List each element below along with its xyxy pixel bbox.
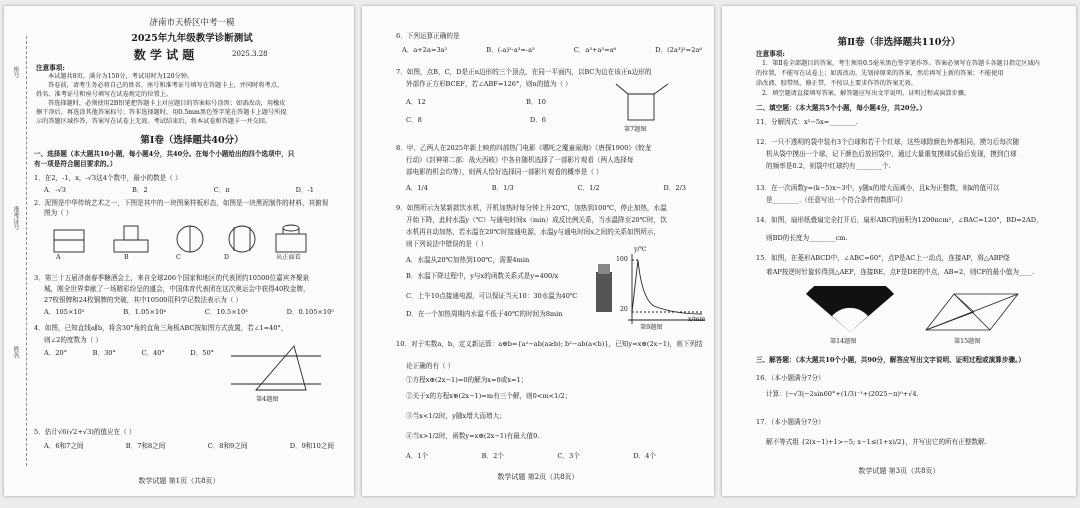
question-8-cont2: 部电影的机会均等），则两人恰好选择同一部影片观看的概率是（ ） [406, 168, 603, 176]
option-c: C．40° [141, 349, 165, 357]
option-b: B．(-a)²·a³=-a⁵ [486, 46, 535, 54]
option-b: B．2个 [481, 452, 504, 460]
option-d: D．(2a³)²=2a⁶ [655, 46, 702, 54]
question-8: 8．甲、乙两人在2025年新上映的四部热门电影《哪吒之魔童闹海》《唐探1900》《蛟龙 [396, 144, 652, 152]
q2-label-b: B [124, 254, 129, 261]
page-footer: 数学试题 第2页（共8页） [497, 473, 579, 481]
side-label-seat: 座号 [12, 66, 19, 78]
q9-tick-100: 100 [616, 256, 628, 263]
side-label-name: 姓名 [12, 346, 19, 358]
question-9-option-a: A．水温从20℃加热到100℃，需要4min [406, 256, 530, 264]
front-view-label: 从正面看 [276, 254, 301, 261]
question-16: 16．（本小题满分7分） [756, 374, 825, 382]
question-15-cont: 着AP按逆时针旋转得到△AEP，连接BE，点F是DE的中点，AB=2，则CF的最小值为____. [766, 268, 1035, 276]
question-12-cont: 机从袋中摸出一个球，记下颜色后放回袋中，通过大量重复摸球试验后发现，摸到白球 [766, 150, 1017, 158]
option-a: A．20° [44, 349, 68, 357]
question-15: 15．如图，在菱形ABCD中，∠ABC=60°，点P是AC上一动点，连接AP，将△ABP绕 [756, 254, 1010, 262]
q7-figure-caption: 第7题图 [624, 126, 647, 133]
question-4-cont: 则∠2的度数为（ ） [44, 336, 102, 344]
question-9-option-d: D．在一个加热周期内水温不低于40℃的时间为8min [406, 310, 563, 318]
notice-line: 姓名、准考证号和座号填写在试卷规定的位置上。 [36, 91, 173, 98]
subject-title: 数 学 试 题 [133, 48, 195, 62]
question-10-item-3: ③当x<1/2时，y随x增大而增大； [406, 412, 506, 420]
option-b: B．1/3 [491, 184, 514, 192]
question-14: 14．如图，扇形纸叠扇完全打开后，扇形ABC的面积为1200πcm²，∠BAC=120°，BD=2AD， [756, 216, 1043, 224]
option-a: A．1/4 [406, 184, 428, 192]
question-9-cont3: 则下列说法中错误的是（ ） [406, 240, 488, 248]
q4-figure-caption: 第4题图 [256, 396, 279, 403]
question-13-cont: 是________.（任意写出一个符合条件的数即可） [766, 196, 907, 204]
option-d: D．0.105×10⁵ [286, 308, 334, 316]
question-4-figure [226, 342, 326, 403]
question-12-cont2: 的频率是0.2，则袋中红球约有________个. [766, 162, 891, 170]
question-14-figure [802, 286, 898, 345]
question-9-figure [594, 246, 709, 331]
school-name: 济南市天桥区中考一模 [149, 18, 235, 28]
option-a: A．1个 [406, 452, 429, 460]
option-d: D．6 [529, 116, 546, 124]
question-10-options [406, 452, 656, 461]
question-5-options [44, 442, 334, 451]
question-12: 12．一只不透明的袋中装有3个白球和若干个红球，这些球除颜色外都相同，摸匀后每次随 [756, 138, 1020, 146]
question-7-cont: 外部作正方形BCEF，若∠ABF=126°，则n的值为（ ） [406, 80, 572, 88]
q2-label-c: C [176, 254, 181, 261]
question-5: 5．估计√6(√2+√3)的值应在（ ） [34, 428, 136, 436]
option-c: C．π [213, 186, 230, 194]
question-4-options [44, 349, 214, 358]
question-3: 3．第三十五届济南春季糖酒会上，来自全球206个国家和地区的代表团约10500位嘉宾齐聚泉 [34, 274, 310, 282]
question-8-cont: 行动》《封神第二部：战火西岐》中各自随机选择了一部影片观看（两人选择每 [406, 156, 634, 164]
exam-page-1 [4, 6, 354, 496]
notice-line: 示的答题区域作答，答案写在试卷上无效。考试结束后，将本试卷和答题卡一并交回。 [36, 118, 272, 125]
question-11: 11．分解因式：x²−5x=________. [756, 118, 858, 126]
notice-line: 的位置，不能写在试卷上；如需改动，先划掉原来的答案，然后再写上新的答案；不能使用 [756, 70, 1004, 77]
volume-1-title: 第Ⅰ卷（选择题共40分） [140, 135, 244, 146]
section-1-heading-cont: 有一项是符合题目要求的。） [34, 160, 117, 168]
notice-line: 本试题共8页，满分为150分，考试用时为120分钟。 [48, 73, 194, 80]
question-10-item-1: ①方程x⊕(2x−1)=0的解为x=0或x=1； [406, 376, 528, 384]
option-b: B．10 [526, 98, 546, 106]
question-10-cont: 论正确的有（ ） [406, 362, 455, 370]
question-6-options [402, 46, 702, 55]
q9-y-axis-label: y/℃ [634, 246, 647, 253]
q9-tick-20: 20 [620, 306, 628, 313]
notice-line: 2．填空题请直接填写答案，解答题应写出文字说明、证明过程或演算步骤。 [762, 90, 971, 97]
notice-heading: 注意事项: [756, 50, 785, 58]
question-10: 10．对于实数a，b，定义新运算：a⊕b={a²−ab(a≥b); b²−ab(a<b)}，已知y=x⊕(2x−1)，则下列结 [396, 340, 703, 348]
binding-line [26, 36, 27, 466]
option-a: A．a+2a=3a² [402, 46, 448, 54]
question-9-option-c: C．上午10点接通电源，可以保证当天10：30水温为40℃ [406, 292, 578, 300]
question-2: 2．泥图是中华传统艺术之一，下图是其中的一块图案样板形态，如图是一块黑泥制作的材料，其俯视 [34, 199, 329, 207]
question-7-options [406, 98, 566, 125]
notice-heading: 注意事项: [36, 64, 65, 72]
q9-figure-caption: 第9题图 [640, 324, 663, 331]
question-8-options [406, 184, 686, 193]
question-6: 6．下列运算正确的是 [396, 32, 460, 40]
option-b: B．1.05×10⁴ [123, 308, 167, 316]
notice-line: 1．第Ⅱ卷全部题目的答案，考生须用0.5毫米黑色签字笔作答。答案必须写在答题卡各题目指定区域内 [762, 60, 1040, 67]
question-9-cont2: 水机再自动加热，若水温在20℃时接通电源，水温y与通电时间x之间的关系如图所示， [406, 228, 660, 236]
notice-line: 答卷前，请考生务必将自己的姓名、座号和准考证号填写在答题卡上，并同时将考点、 [48, 82, 284, 89]
question-3-cont2: 27枚银牌和24枚铜牌的突破，其中10500用科学记数法表示为（ ） [44, 296, 243, 304]
question-2-figures [44, 218, 324, 266]
section-3-heading: 三、解答题：（本大题共10个小题，共90分，解答应写出文字说明、证明过程或演算步骤。） [756, 356, 1025, 364]
exam-page-2 [362, 6, 714, 496]
notice-line: 擦干净后，再选涂其他答案标号；答非选择题时，用0.5mm黑色签字笔在答题卡上题号所提 [36, 109, 287, 116]
option-b: B．30° [92, 349, 116, 357]
question-10-item-2: ②关于x的方程x⊕(2x−1)=m有三个解，则0<m<1/2； [406, 392, 572, 400]
option-a: A．12 [406, 98, 426, 106]
question-14-cont: 则BD的长度为________cm. [766, 234, 848, 242]
question-10-item-4: ④当x>1/2时，函数y=x⊕(2x−1)有最大值0. [406, 432, 540, 440]
option-c: C．8 [406, 116, 422, 124]
exam-title: 2025年九年级教学诊断测试 [131, 33, 253, 44]
q2-label-a: A [56, 254, 61, 261]
question-4: 4．如图，已知直线a∥b，将含30°角的直角三角板ABC按如图方式放置，若∠1=40°， [34, 324, 288, 332]
question-7-figure [612, 78, 672, 133]
question-3-cont: 城，刚全世界奉献了一场精彩纷呈的盛会，中国体育代表团在这次奥运会中获得40枚金牌， [44, 285, 310, 293]
option-a: A．6和7之间 [44, 442, 84, 450]
section-1-heading: 一、选择题（本大题共10小题，每小题4分，共40分。在每个小题给出的四个选项中，只 [34, 150, 295, 158]
option-c: C．1/2 [577, 184, 600, 192]
option-c: C．10.5×10³ [204, 308, 248, 316]
notice-line: 答选择题时，必须使用2B铅笔把答题卡上对应题目的答案标号涂黑；如需改动，用橡皮 [48, 100, 286, 107]
question-9-option-b: B．水温下降过程中，y与x的函数关系式是y=400/x [406, 272, 559, 280]
option-d: D．9和10之间 [289, 442, 334, 450]
question-1: 1．在2，-1，x，-√3这4个数中，最小的数是（ ） [34, 174, 182, 182]
page-footer: 数学试题 第1页（共8页） [138, 477, 220, 485]
question-9-cont: 开始下降，此时水温y（℃）与通电时间x（min）成反比例关系，当水温降至20℃时，饮 [406, 216, 667, 224]
notice-line: 涂改液、胶带纸、修正带，不按以上要求作答的答案无效。 [756, 80, 917, 87]
q15-figure-caption: 第15题图 [954, 338, 981, 345]
question-7: 7．如图，点B，C，D是正n边形的三个顶点，在同一平面内，以BC为边在该正n边形的 [396, 68, 652, 76]
question-9: 9．如图所示为某新款饮水机，开机加热时每分钟上升20℃，加热到100℃，停止加热，水温 [396, 204, 667, 212]
page-footer: 数学试题 第3页（共8页） [858, 467, 940, 475]
option-d: D．2/3 [663, 184, 686, 192]
exam-page-3 [722, 6, 1076, 496]
exam-date: 2025.3.28 [232, 50, 268, 58]
question-17-body: 解不等式组 {2(x−1)+1>−5; x−1≤(1+x)/2}，并写出它的所有正整数解. [766, 438, 987, 446]
section-2-heading: 二、填空题：（本大题共5个小题，每小题4分，共20分。） [756, 104, 927, 112]
option-b: B．7和8之间 [125, 442, 166, 450]
q14-figure-caption: 第14题图 [830, 338, 857, 345]
side-label-ticket: 准考证号 [12, 206, 19, 230]
question-3-options [44, 308, 334, 317]
option-a: A．-√3 [44, 186, 66, 194]
option-a: A．105×10² [44, 308, 85, 316]
question-17: 17．（本小题满分7分） [756, 418, 825, 426]
question-16-body: 计算：|−√3|−2sin60°+(1/3)⁻¹+(2025−π)⁰+√4. [766, 390, 919, 398]
option-d: D．4个 [633, 452, 656, 460]
option-c: C．3个 [557, 452, 580, 460]
volume-2-title: 第Ⅱ卷（非选择题共110分） [837, 37, 961, 48]
q9-x-axis-label: x/min [688, 316, 706, 323]
option-b: B．2 [132, 186, 148, 194]
option-c: C．8和9之间 [207, 442, 248, 450]
question-15-figure [918, 286, 1028, 345]
question-2-cont: 图为（ ） [44, 209, 73, 217]
option-c: C．a³+a³=a⁶ [573, 46, 617, 54]
option-d: D．-1 [295, 186, 314, 194]
question-13: 13．在一次函数y=(k−5)x−3中，y随x的增大而减小，且k为正整数，则k的值可以 [756, 184, 1000, 192]
q2-label-d: D [224, 254, 229, 261]
question-1-options [44, 186, 314, 195]
option-d: D．50° [190, 349, 214, 357]
